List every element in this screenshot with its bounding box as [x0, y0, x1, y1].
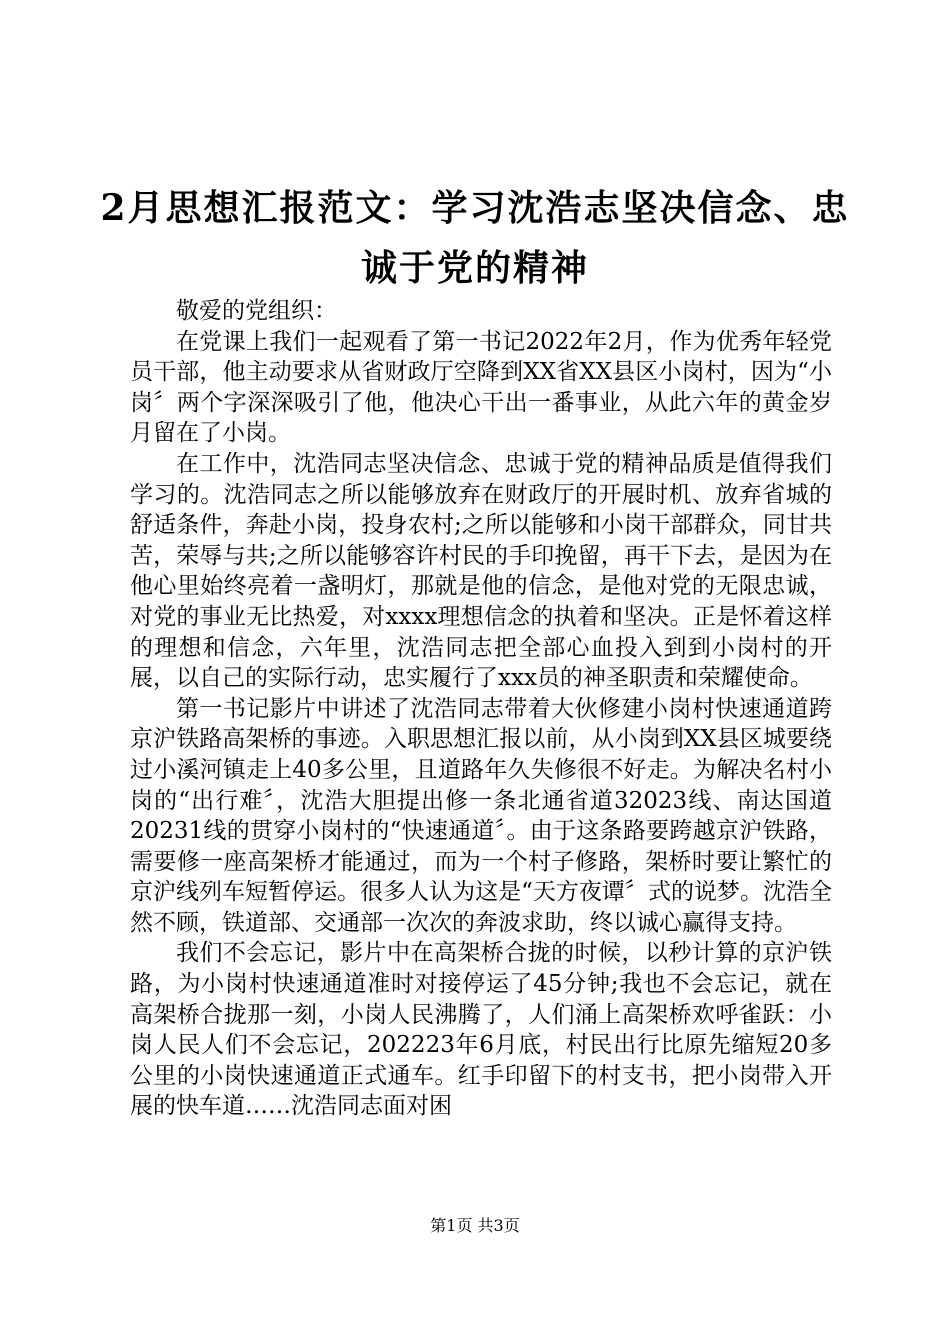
document-body — [130, 296, 832, 1122]
paragraph-3: 第一书记影片中讲述了沈浩同志带着大伙修建小岗村快速通道跨京沪铁路高架桥的事迹。入职思想汇报以前，从小岗到XX县区城要绕过小溪河镇走上40多公里，且道路年久失修很不好走。为解决名村小岗的“出行难〞，沈浩大胆提出修一条北通省道32023线、南达国道20231线的贯穿小岗村的“快速通道〞。由于这条路要跨越京沪铁路，需要修一座高架桥才能通过，而为一个村子修路，架桥时要让繁忙的京沪线列车短暂停运。很多人认为这是“天方夜谭〞式的说梦。沈浩全然不顾，铁道部、交通部一次次的奔波求助，终以诚心赢得支持。 — [130, 695, 832, 936]
document-title: 2月思想汇报范文：学习沈浩志坚决信念、忠诚于党的精神 — [100, 187, 850, 289]
salutation: 敬爱的党组织： — [176, 298, 337, 324]
paragraph-4: 我们不会忘记，影片中在高架桥合拢的时候，以秒计算的京沪铁路，为小岗村快速通道准时对接停运了45分钟;我也不会忘记，就在高架桥合拢那一刻，小岗人民沸腾了，人们涌上高架桥欢呼雀跃：小岗人民人们不会忘记，202223年6月底，村民出行比原先缩短20多公里的小岗快速通道正式通车。红手印留下的村支书，把小岗带入开展的快车道……沈浩同志面对困 — [130, 940, 832, 1120]
paragraph-1: 在党课上我们一起观看了第一书记2022年2月，作为优秀年轻党员干部，他主动要求从省财政厅空降到XX省XX县区小岗村，因为“小岗〞两个字深深吸引了他，他决心干出一番事业，从此六年的黄金岁月留在了小岗。 — [130, 328, 832, 447]
page-number: 第1页 共3页 — [430, 1216, 520, 1235]
page-footer — [0, 1214, 950, 1238]
paragraph-2: 在工作中，沈浩同志坚决信念、忠诚于党的精神品质是值得我们学习的。沈浩同志之所以能够放弃在财政厅的开展时机、放弃省城的舒适条件，奔赴小岗，投身农村;之所以能够和小岗干部群众，同甘共苦，荣辱与共;之所以能够容许村民的手印挽留，再干下去，是因为在他心里始终亮着一盏明灯，那就是他的信念，是他对党的无限忠诚，对党的事业无比热爱，对xxxx理想信念的执着和坚决。正是怀着这样的理想和信念，六年里，沈浩同志把全部心血投入到到小岗村的开展，以自己的实际行动，忠实履行了xxx员的神圣职责和荣耀使命。 — [130, 450, 832, 692]
